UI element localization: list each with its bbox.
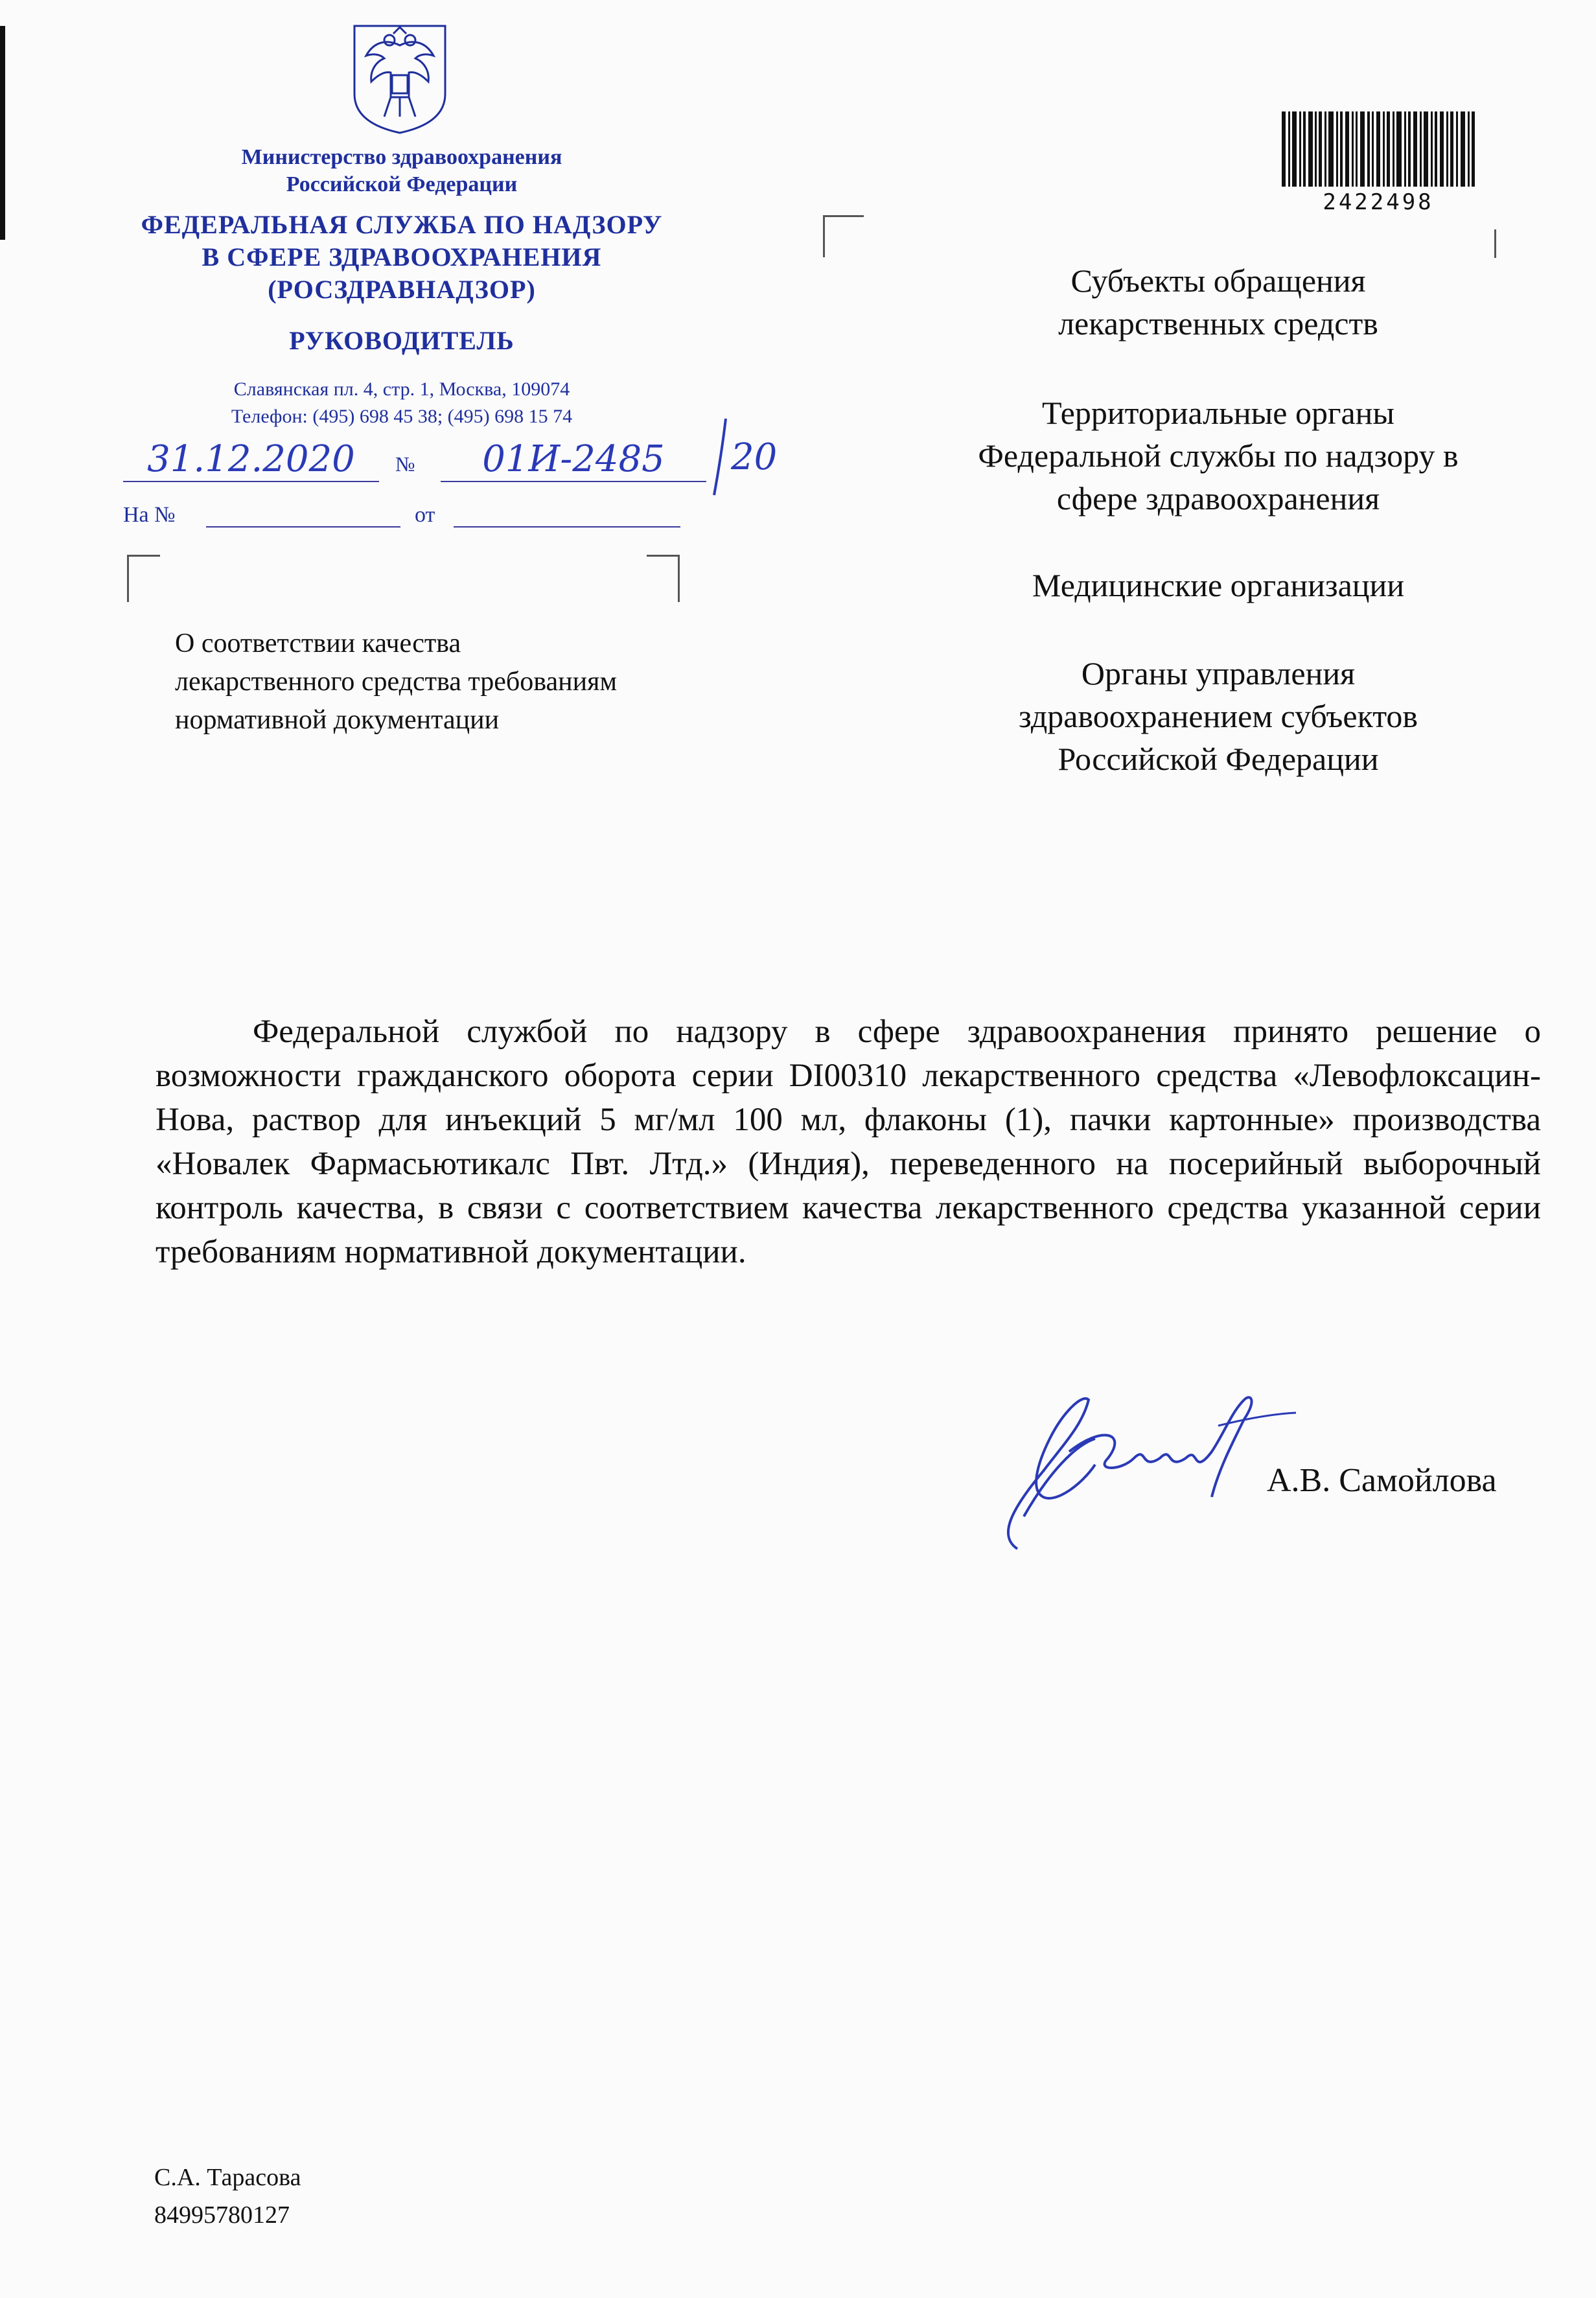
addressee-3: [907, 564, 1529, 607]
reply-to-label: На №: [123, 503, 176, 527]
head-title: РУКОВОДИТЕЛЬ: [289, 326, 515, 355]
number-sign: №: [395, 452, 415, 476]
service-name: [97, 209, 706, 306]
letterhead-phone: Телефон: (495) 698 45 38; (495) 698 15 74: [231, 406, 573, 427]
addressee-2: [907, 391, 1529, 520]
addressee-line: Органы управления: [1081, 655, 1356, 691]
left-corner-mark: [127, 555, 160, 602]
addressee-line: здравоохранением субъектов: [1018, 698, 1418, 734]
from-label: от: [415, 503, 435, 527]
letter-subject: [175, 625, 758, 739]
addressee-1: [907, 259, 1529, 345]
registration-date: 31.12.2020: [147, 438, 355, 480]
address-tick-mark: [1494, 229, 1496, 258]
service-line: ФЕДЕРАЛЬНАЯ СЛУЖБА ПО НАДЗОРУ: [141, 210, 663, 239]
number-underline: [441, 481, 706, 482]
letterhead-contacts: [123, 376, 680, 430]
addressee-line: Федеральной службы по надзору в: [978, 437, 1459, 474]
ministry-name: [123, 144, 680, 198]
signatory-name: А.В. Самойлова: [1267, 1462, 1497, 1499]
addressee-line: Российской Федерации: [1058, 741, 1379, 777]
addressee-line: сфере здравоохранения: [1056, 480, 1380, 516]
subject-line: нормативной документации: [175, 705, 500, 735]
letterhead-address: Славянская пл. 4, стр. 1, Москва, 109074: [233, 378, 570, 400]
year-suffix: 20: [731, 436, 778, 478]
subject-line: О соответствии качества: [175, 629, 461, 658]
date-underline: [123, 481, 379, 482]
service-line: (РОСЗДРАВНАДЗОР): [268, 275, 536, 304]
registration-year-suffix: [706, 415, 784, 499]
right-corner-mark: [647, 555, 680, 602]
executor-phone: 84995780127: [154, 2201, 290, 2229]
scan-edge: [0, 26, 5, 240]
address-corner-mark: [823, 215, 864, 257]
letter-body: Федеральной службой по надзору в сфере здравоохранения принято решение о возможности гражданского оборота серии DI00310 лекарственного средства «Левофлоксацин-Нова, раствор для инъекций 5 мг/мл 100 мл, флаконы (1), пачки картонные» производства «Новалек Фармасьютикалс Пвт. Лтд.» (Индия), переведенного на посерийный выборочный контроль качества, в связи с соответствием качества лекарственного средства указанной серии требованиям нормативной документации.: [156, 1014, 1541, 1270]
addressee-line: Медицинские организации: [1032, 567, 1405, 603]
addressee-line: Территориальные органы: [1041, 395, 1395, 431]
addressee-line: лекарственных средств: [1058, 305, 1378, 342]
ministry-line: Министерство здравоохранения: [241, 145, 562, 169]
subject-line: лекарственного средства требованиям: [175, 667, 618, 697]
barcode: [1282, 111, 1475, 194]
coat-of-arms-emblem: [348, 19, 452, 136]
executor-name: С.А. Тарасова: [154, 2164, 301, 2191]
reply-date-line: [454, 526, 680, 528]
addressee-line: Субъекты обращения: [1070, 262, 1366, 299]
addressee-4: [907, 652, 1529, 780]
reply-number-line: [206, 526, 400, 528]
service-line: В СФЕРЕ ЗДРАВООХРАНЕНИЯ: [202, 242, 602, 272]
ministry-line: Российской Федерации: [286, 172, 518, 196]
registration-number: 01И-2485: [482, 438, 665, 480]
barcode-number: 2422498: [1323, 189, 1434, 215]
